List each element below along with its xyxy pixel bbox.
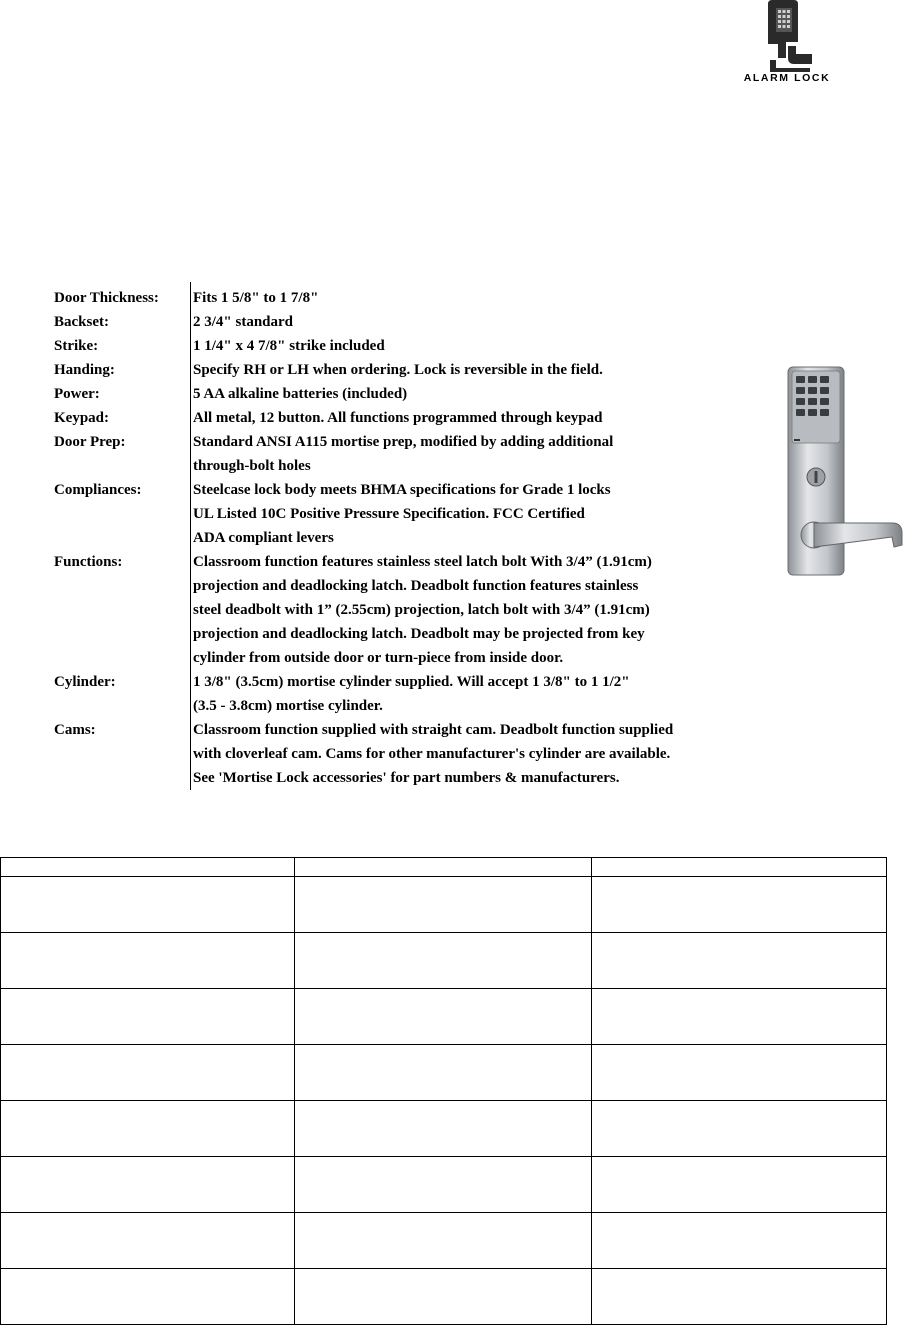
table-cell	[1, 858, 295, 877]
spec-value	[193, 334, 774, 358]
spec-value-line: Standard ANSI A115 mortise prep, modified by adding additional	[193, 434, 614, 450]
spec-value-line: See 'Mortise Lock accessories' for part numbers & manufacturers.	[193, 770, 620, 786]
alarm-lock-logo	[722, 0, 852, 86]
table-row	[1, 1045, 887, 1101]
spec-value-line: Classroom function supplied with straight cam. Deadbolt function supplied	[193, 722, 674, 738]
table-header-row	[1, 858, 887, 877]
spec-value-line: cylinder from outside door or turn-piece from inside door.	[193, 650, 564, 666]
spec-label: Keypad:	[54, 410, 110, 426]
table-cell	[591, 858, 886, 877]
table-cell	[591, 1045, 886, 1101]
table-cell	[591, 989, 886, 1045]
spec-row	[54, 430, 774, 478]
table-cell	[591, 1101, 886, 1157]
spec-row	[54, 478, 774, 550]
table-cell	[591, 1269, 886, 1325]
spec-label: Strike:	[54, 338, 99, 354]
spec-row	[54, 334, 774, 358]
keypad-mortise-lock-icon	[784, 365, 908, 577]
spec-label: Cams:	[54, 722, 96, 738]
ordering-table	[0, 857, 887, 1325]
table-row	[1, 933, 887, 989]
spec-label: Backset:	[54, 314, 109, 330]
spec-row	[54, 286, 774, 310]
table-cell	[1, 1101, 295, 1157]
spec-row	[54, 670, 774, 718]
spec-value	[193, 310, 774, 334]
spec-value-line: Steelcase lock body meets BHMA specifications for Grade 1 locks	[193, 482, 611, 498]
table-cell	[295, 1157, 591, 1213]
spec-row	[54, 382, 774, 406]
spec-value-line: Classroom function features stainless steel latch bolt With 3/4” (1.91cm)	[193, 554, 652, 570]
table-cell	[1, 1157, 295, 1213]
spec-label: Cylinder:	[54, 674, 116, 690]
spec-label: Compliances:	[54, 482, 142, 498]
spec-value-line: 1 1/4" x 4 7/8" strike included	[193, 338, 385, 354]
spec-value	[193, 478, 774, 550]
spec-value-line: ADA compliant levers	[193, 530, 334, 546]
table-cell	[295, 1045, 591, 1101]
table-cell	[1, 933, 295, 989]
logo-brand-text: ALARM LOCK	[743, 72, 831, 84]
table-cell	[295, 858, 591, 877]
table-cell	[295, 877, 591, 933]
table-row	[1, 1213, 887, 1269]
spec-label: Handing:	[54, 362, 115, 378]
spec-value	[193, 430, 774, 478]
spec-value-line: Specify RH or LH when ordering. Lock is reversible in the field.	[193, 362, 603, 378]
table-row	[1, 989, 887, 1045]
table-cell	[1, 1213, 295, 1269]
table-cell	[295, 989, 591, 1045]
table-cell	[295, 1213, 591, 1269]
spec-value-line: through-bolt holes	[193, 458, 311, 474]
spec-label: Functions:	[54, 554, 123, 570]
spec-value-line: Fits 1 5/8" to 1 7/8"	[193, 290, 319, 306]
spec-value-line: 2 3/4" standard	[193, 314, 294, 330]
table-row	[1, 877, 887, 933]
table-cell	[591, 877, 886, 933]
table-cell	[1, 1045, 295, 1101]
table-row	[1, 1269, 887, 1325]
table-cell	[1, 1269, 295, 1325]
spec-label: Door Thickness:	[54, 290, 159, 306]
spec-label: Power:	[54, 386, 100, 402]
spec-value-line: UL Listed 10C Positive Pressure Specification. FCC Certified	[193, 506, 585, 522]
table-cell	[591, 1213, 886, 1269]
spec-row	[54, 358, 774, 382]
spec-row	[54, 406, 774, 430]
spec-divider-line	[190, 282, 191, 790]
spec-value	[193, 286, 774, 310]
spec-list	[54, 286, 774, 790]
spec-label: Door Prep:	[54, 434, 126, 450]
table-cell	[591, 1157, 886, 1213]
spec-value-line: with cloverleaf cam. Cams for other manufacturer's cylinder are available.	[193, 746, 671, 762]
spec-value-line: projection and deadlocking latch. Deadbolt function features stainless	[193, 578, 639, 594]
spec-value	[193, 406, 774, 430]
table-row	[1, 1157, 887, 1213]
spec-value	[193, 382, 774, 406]
spec-value	[193, 550, 774, 670]
spec-value	[193, 718, 774, 790]
spec-value	[193, 670, 774, 718]
spec-value-line: steel deadbolt with 1” (2.55cm) projection, latch bolt with 3/4” (1.91cm)	[193, 602, 650, 618]
table-cell	[295, 1101, 591, 1157]
table-cell	[1, 877, 295, 933]
spec-row	[54, 310, 774, 334]
spec-value-line: 1 3/8" (3.5cm) mortise cylinder supplied. Will accept 1 3/8" to 1 1/2"	[193, 674, 630, 690]
table-cell	[1, 989, 295, 1045]
table-cell	[295, 1269, 591, 1325]
spec-row	[54, 550, 774, 670]
table-cell	[295, 933, 591, 989]
alarm-lock-logo-icon	[764, 0, 814, 72]
table-row	[1, 1101, 887, 1157]
spec-value-line: (3.5 - 3.8cm) mortise cylinder.	[193, 698, 383, 714]
table-cell	[591, 933, 886, 989]
spec-row	[54, 718, 774, 790]
spec-value	[193, 358, 774, 382]
spec-value-line: All metal, 12 button. All functions programmed through keypad	[193, 410, 603, 426]
spec-value-line: projection and deadlocking latch. Deadbolt may be projected from key	[193, 626, 645, 642]
spec-value-line: 5 AA alkaline batteries (included)	[193, 386, 408, 402]
